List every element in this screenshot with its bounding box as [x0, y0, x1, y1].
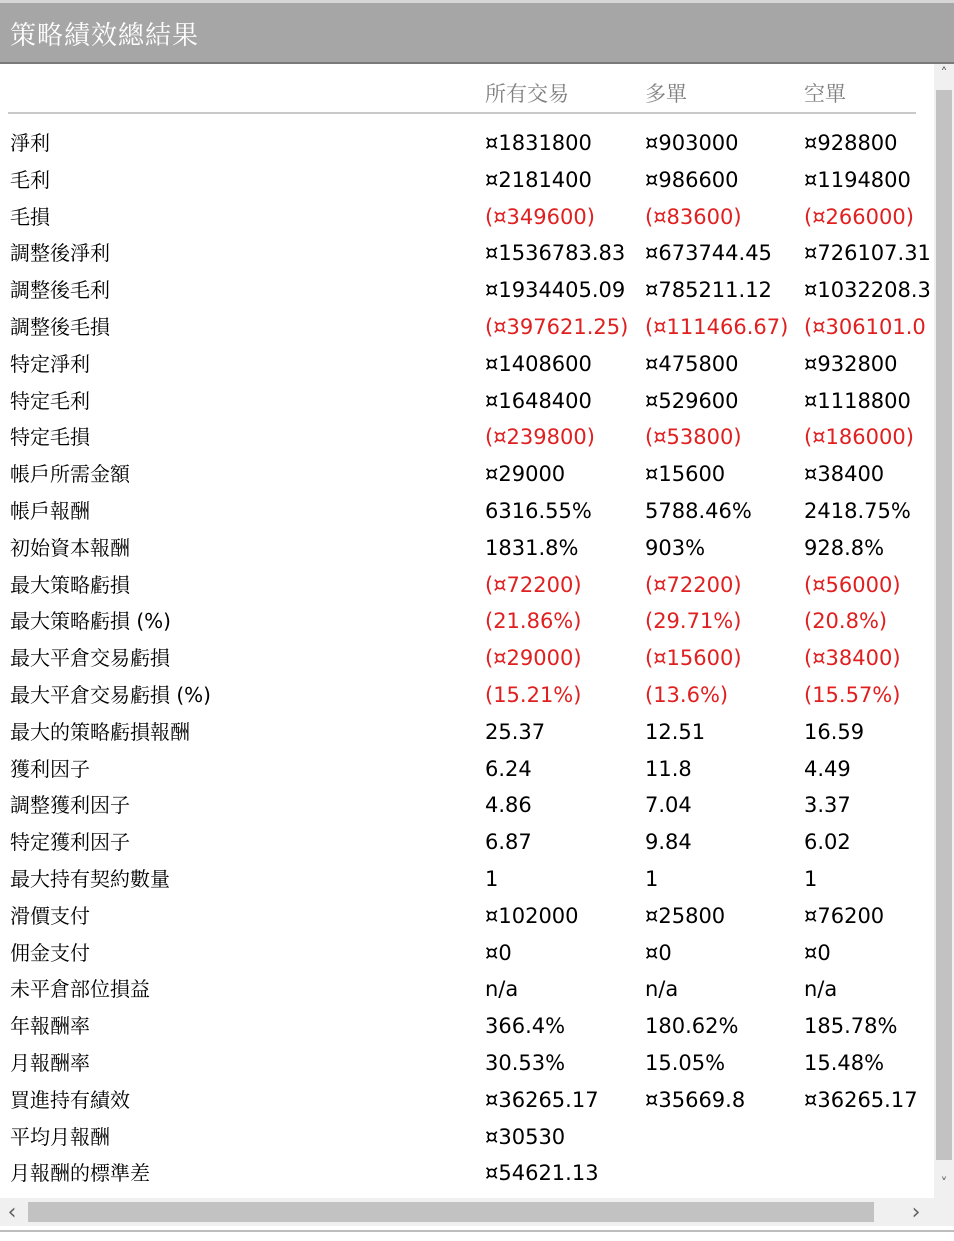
- cell-long: ¤0: [645, 940, 672, 965]
- cell-all-trades: ¤1648400: [485, 388, 592, 413]
- table-row: [0, 1085, 934, 1122]
- table-row: [0, 128, 934, 165]
- cell-all-trades: 6.87: [485, 830, 532, 855]
- row-label: 佣金支付: [10, 940, 90, 965]
- panel-title: 策略績效總結果: [10, 21, 200, 51]
- row-label: 最大的策略虧損報酬: [10, 719, 190, 744]
- table-row: [0, 1011, 934, 1048]
- row-label: 初始資本報酬: [10, 535, 130, 560]
- row-label: 帳戶報酬: [10, 499, 90, 523]
- cell-short: ¤38400: [804, 462, 885, 487]
- table-row: [0, 165, 934, 202]
- row-label: 最大策略虧損: [10, 572, 130, 597]
- table-row: [0, 901, 934, 938]
- cell-long: (¤111466.67): [645, 315, 789, 339]
- scroll-up-icon[interactable]: ˄: [940, 66, 948, 82]
- cell-short: ¤1118800: [804, 388, 911, 413]
- table-row: [0, 202, 934, 239]
- cell-long: ¤785211.12: [645, 278, 772, 303]
- cell-short: ¤1194800: [804, 167, 911, 192]
- title-bar: [0, 0, 954, 62]
- cell-all-trades: ¤102000: [485, 903, 579, 928]
- table-row: [0, 643, 934, 680]
- cell-long: 1: [645, 867, 659, 891]
- cell-short: 1: [804, 867, 818, 891]
- table-row: [0, 1122, 934, 1159]
- summary-table: [0, 64, 934, 1198]
- column-header-all-trades: 所有交易: [485, 82, 569, 106]
- cell-long: (¤53800): [645, 425, 742, 450]
- cell-all-trades: 6316.55%: [485, 499, 592, 523]
- row-label: 帳戶所需金額: [10, 462, 130, 487]
- cell-short: 4.49: [804, 756, 851, 781]
- cell-all-trades: 366.4%: [485, 1014, 566, 1039]
- row-label: 毛利: [10, 167, 50, 192]
- cell-short: ¤0: [804, 940, 831, 965]
- cell-long: 7.04: [645, 793, 692, 818]
- table-row: [0, 754, 934, 791]
- cell-short: (¤186000): [804, 425, 914, 450]
- cell-short: 185.78%: [804, 1014, 898, 1039]
- row-label: 調整後淨利: [10, 241, 110, 266]
- cell-long: 180.62%: [645, 1014, 739, 1039]
- cell-long: 12.51: [645, 719, 706, 744]
- cell-short: n/a: [804, 977, 838, 1002]
- scroll-down-icon[interactable]: ˅: [940, 1176, 948, 1192]
- cell-short: (¤38400): [804, 646, 901, 671]
- row-label: 年報酬率: [10, 1014, 90, 1039]
- table-row: [0, 606, 934, 643]
- scroll-right-icon[interactable]: ›: [911, 1200, 921, 1225]
- cell-all-trades: n/a: [485, 977, 519, 1002]
- row-label: 淨利: [10, 131, 50, 155]
- table-row: [0, 349, 934, 386]
- row-label: 月報酬的標準差: [10, 1161, 150, 1186]
- cell-long: 15.05%: [645, 1051, 726, 1075]
- cell-long: (13.6%): [645, 683, 729, 707]
- table-row: [0, 827, 934, 864]
- cell-all-trades: (15.21%): [485, 683, 582, 707]
- cell-long: ¤475800: [645, 351, 739, 376]
- table-row: [0, 422, 934, 459]
- row-label: 最大平倉交易虧損 (%): [10, 683, 211, 707]
- cell-all-trades: 6.24: [485, 756, 532, 781]
- row-label: 特定淨利: [10, 351, 90, 376]
- horizontal-scrollbar[interactable]: [0, 1198, 934, 1226]
- table-row: [0, 717, 934, 754]
- vertical-scroll-thumb[interactable]: [936, 90, 952, 1160]
- cell-all-trades: ¤29000: [485, 462, 566, 487]
- cell-all-trades: (21.86%): [485, 609, 582, 634]
- cell-all-trades: (¤397621.25): [485, 315, 629, 339]
- column-header-long: 多單: [645, 82, 687, 106]
- table-row: [0, 238, 934, 275]
- row-label: 買進持有績效: [10, 1087, 130, 1112]
- vertical-scrollbar[interactable]: [934, 64, 954, 1198]
- cell-long: ¤25800: [645, 903, 726, 928]
- row-label: 滑價支付: [10, 903, 90, 928]
- cell-all-trades: ¤1408600: [485, 351, 592, 376]
- scroll-left-icon[interactable]: ‹: [7, 1200, 17, 1225]
- cell-short: (¤266000): [804, 204, 914, 229]
- cell-all-trades: ¤1934405.09: [485, 278, 626, 303]
- cell-long: ¤35669.8: [645, 1087, 746, 1112]
- cell-short: (¤306101.0: [804, 315, 926, 339]
- table-row: [0, 1158, 934, 1195]
- row-label: 特定毛損: [10, 425, 90, 450]
- cell-all-trades: 25.37: [485, 719, 546, 744]
- table-row: [0, 312, 934, 349]
- cell-all-trades: ¤1831800: [485, 131, 592, 155]
- table-row: [0, 386, 934, 423]
- row-label: 調整後毛損: [10, 315, 110, 339]
- table-row: [0, 533, 934, 570]
- cell-all-trades: 4.86: [485, 793, 532, 818]
- cell-short: ¤928800: [804, 131, 898, 155]
- cell-long: (¤83600): [645, 204, 742, 229]
- table-row: [0, 496, 934, 533]
- cell-long: (29.71%): [645, 609, 742, 634]
- cell-short: 2418.75%: [804, 499, 911, 523]
- row-label: 獲利因子: [10, 756, 90, 781]
- cell-short: ¤76200: [804, 903, 885, 928]
- cell-long: ¤903000: [645, 131, 739, 155]
- table-row: [0, 938, 934, 975]
- cell-all-trades: ¤30530: [485, 1124, 566, 1149]
- cell-long: (¤72200): [645, 572, 742, 597]
- table-row: [0, 275, 934, 312]
- cell-long: (¤15600): [645, 646, 742, 671]
- row-label: 未平倉部位損益: [10, 977, 150, 1002]
- column-header-short: 空單: [804, 82, 846, 106]
- table-row: [0, 570, 934, 607]
- table-row: [0, 680, 934, 717]
- cell-all-trades: (¤29000): [485, 646, 582, 671]
- horizontal-scroll-thumb[interactable]: [28, 1202, 874, 1222]
- row-label: 特定毛利: [10, 388, 90, 413]
- scrollbar-corner: [934, 1198, 954, 1226]
- cell-short: 928.8%: [804, 535, 885, 560]
- cell-short: ¤726107.31: [804, 241, 931, 266]
- cell-long: 9.84: [645, 830, 692, 855]
- cell-short: ¤36265.17: [804, 1087, 918, 1112]
- bottom-border: [0, 1230, 954, 1232]
- cell-short: (15.57%): [804, 683, 901, 707]
- cell-long: 11.8: [645, 756, 692, 781]
- cell-long: ¤986600: [645, 167, 739, 192]
- cell-short: (¤56000): [804, 572, 901, 597]
- cell-short: (20.8%): [804, 609, 888, 634]
- cell-long: ¤673744.45: [645, 241, 772, 266]
- table-row: [0, 864, 934, 901]
- cell-all-trades: ¤1536783.83: [485, 241, 626, 266]
- cell-all-trades: ¤36265.17: [485, 1087, 599, 1112]
- cell-short: ¤1032208.3: [804, 278, 931, 303]
- cell-long: 903%: [645, 535, 706, 560]
- cell-long: n/a: [645, 977, 679, 1002]
- header-divider: [8, 112, 916, 114]
- cell-long: ¤529600: [645, 388, 739, 413]
- cell-short: 16.59: [804, 719, 865, 744]
- cell-all-trades: 1831.8%: [485, 535, 579, 560]
- row-label: 月報酬率: [10, 1051, 90, 1075]
- cell-all-trades: 30.53%: [485, 1051, 566, 1075]
- cell-short: 6.02: [804, 830, 851, 855]
- row-label: 最大持有契約數量: [10, 867, 170, 891]
- cell-long: ¤15600: [645, 462, 726, 487]
- cell-all-trades: 1: [485, 867, 499, 891]
- row-label: 調整後毛利: [10, 278, 110, 303]
- cell-all-trades: (¤239800): [485, 425, 595, 450]
- cell-all-trades: ¤2181400: [485, 167, 592, 192]
- cell-long: 5788.46%: [645, 499, 752, 523]
- table-row: [0, 974, 934, 1011]
- cell-all-trades: (¤72200): [485, 572, 582, 597]
- table-row: [0, 459, 934, 496]
- table-row: [0, 1048, 934, 1085]
- cell-short: 3.37: [804, 793, 851, 818]
- row-label: 最大策略虧損 (%): [10, 609, 171, 634]
- row-label: 毛損: [10, 204, 50, 229]
- cell-all-trades: (¤349600): [485, 204, 595, 229]
- row-label: 平均月報酬: [10, 1124, 110, 1149]
- row-label: 特定獲利因子: [10, 830, 130, 855]
- row-label: 最大平倉交易虧損: [10, 646, 170, 671]
- cell-all-trades: ¤0: [485, 940, 512, 965]
- cell-short: ¤932800: [804, 351, 898, 376]
- table-row: [0, 790, 934, 827]
- cell-short: 15.48%: [804, 1051, 885, 1075]
- row-label: 調整獲利因子: [10, 793, 130, 818]
- cell-all-trades: ¤54621.13: [485, 1161, 599, 1186]
